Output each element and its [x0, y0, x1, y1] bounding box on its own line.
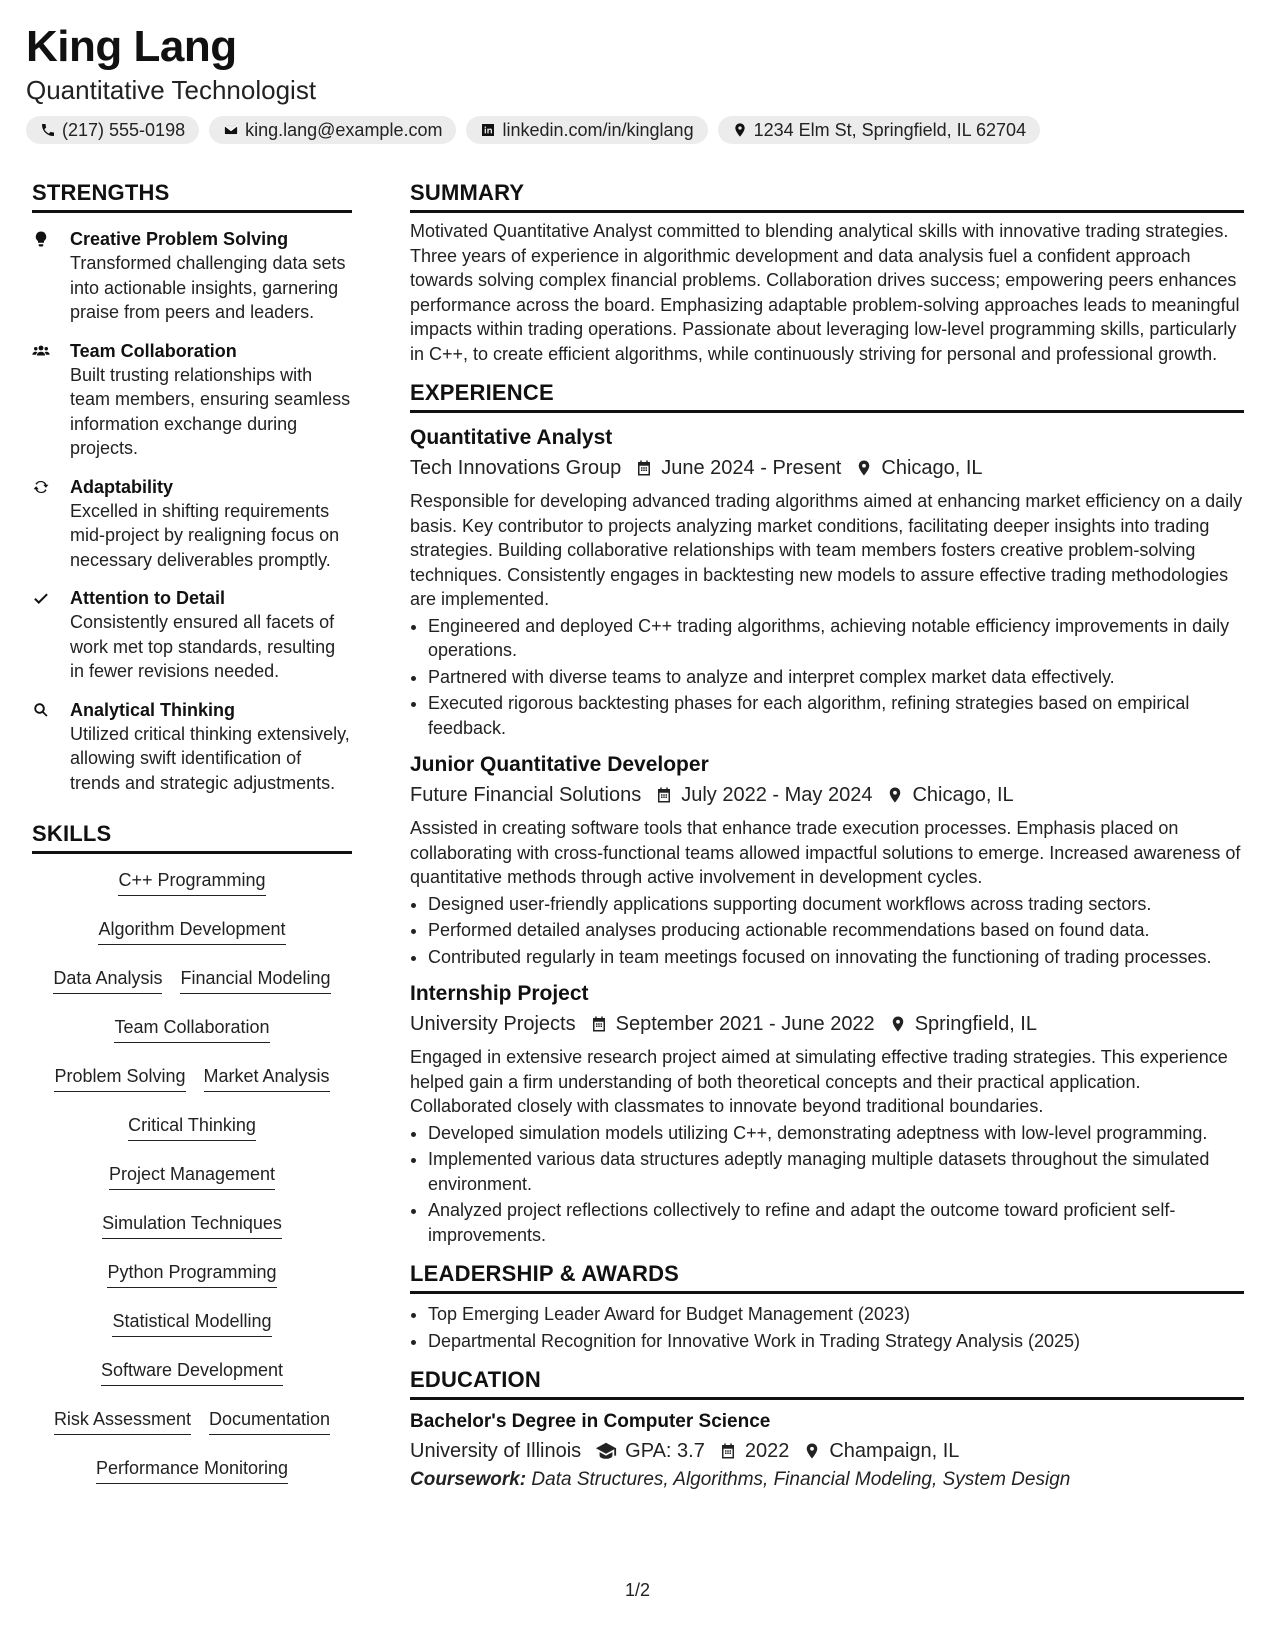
- job-entry: [410, 979, 1244, 1247]
- job-bullets: [410, 892, 1244, 970]
- refresh-icon: [32, 478, 50, 496]
- gpa: GPA: 3.7: [625, 1440, 705, 1462]
- contact-bar: [26, 116, 1246, 144]
- strength-title: Creative Problem Solving: [70, 229, 289, 249]
- job-dates: June 2024 - Present: [661, 457, 842, 479]
- leadership-heading: LEADERSHIP & AWARDS: [410, 1261, 1244, 1294]
- bullet-item: • Analyzed project reflections collectively to refine and adapt the outcome toward proficient self-improvements.: [428, 1198, 1244, 1247]
- strength-desc: Transformed challenging data sets into actionable insights, garnering praise from peers and leaders.: [70, 253, 346, 322]
- company-name: Tech Innovations Group: [410, 457, 622, 479]
- strength-title: Attention to Detail: [70, 588, 225, 608]
- job-title: Quantitative Analyst: [410, 426, 613, 449]
- experience-heading: EXPERIENCE: [410, 380, 1244, 413]
- email-contact[interactable]: [209, 116, 456, 144]
- phone-contact[interactable]: [26, 116, 199, 144]
- skill-tag: C++ Programming: [118, 862, 265, 896]
- strengths-heading: STRENGTHS: [32, 180, 352, 213]
- strength-item: [32, 698, 352, 796]
- search-icon: [32, 701, 50, 719]
- candidate-name: King Lang: [26, 22, 237, 71]
- education-meta: [410, 1436, 1244, 1466]
- skill-tag: Financial Modeling: [180, 960, 330, 994]
- address-text: 1234 Elm St, Springfield, IL 62704: [753, 119, 1027, 140]
- skill-tag: Documentation: [209, 1401, 330, 1435]
- awards-list: [410, 1302, 1244, 1353]
- education-heading: EDUCATION: [410, 1367, 1244, 1400]
- skill-tag: Project Management: [109, 1156, 275, 1190]
- envelope-icon: [223, 122, 239, 138]
- calendar-icon: [719, 1442, 737, 1460]
- summary-heading: SUMMARY: [410, 180, 1244, 213]
- location-pin-icon: [855, 459, 873, 477]
- graduation-cap-icon: [595, 1440, 617, 1462]
- address-contact: [718, 116, 1041, 144]
- linkedin-icon: [480, 122, 496, 138]
- left-column: [32, 180, 352, 1499]
- strength-item: [32, 339, 352, 461]
- skill-tag: Data Analysis: [53, 960, 162, 994]
- job-meta: [410, 1009, 1244, 1039]
- job-dates: September 2021 - June 2022: [615, 1013, 875, 1035]
- summary-text: Motivated Quantitative Analyst committed to blending analytical skills with innovative trading strategies. Three years of experience in algorithmic development and data analysis fuel a confident approach towards solving complex financial problems. Collaboration drives success; empowering peers enhances performance across the board. Emphasizing adaptable problem-solving approaches leads to meaningful impacts within trading operations. Passionate about leveraging low-level programming skills, particularly in C++, to create efficient algorithms, while continuously striving for personal and professional growth.: [410, 221, 1240, 364]
- job-entry: [410, 423, 1244, 740]
- job-bullets: [410, 614, 1244, 741]
- job-description: Engaged in extensive research project aimed at simulating effective trading strategies. This experience helped gain a firm understanding of both theoretical concepts and their practical application. Collaborated closely with classmates to innovate beyond traditional boundaries.: [410, 1047, 1228, 1116]
- strength-item: [32, 586, 352, 684]
- skills-list: [32, 862, 352, 1499]
- strength-title: Adaptability: [70, 476, 174, 497]
- bullet-item: • Engineered and deployed C++ trading algorithms, achieving notable efficiency improvements in daily operations.: [428, 614, 1244, 663]
- check-icon: [32, 589, 50, 607]
- resume-header: [26, 22, 1246, 144]
- page-number: 1/2: [624, 1580, 651, 1600]
- phone-icon: [40, 122, 56, 138]
- skill-tag: Statistical Modelling: [112, 1303, 271, 1337]
- skill-tag: Performance Monitoring: [96, 1450, 288, 1484]
- skill-tag: Team Collaboration: [114, 1009, 269, 1043]
- job-location: Chicago, IL: [912, 784, 1014, 806]
- email-text: king.lang@example.com: [245, 119, 443, 140]
- strength-desc: Built trusting relationships with team members, ensuring seamless information exchange during projects.: [70, 364, 351, 458]
- strength-item: [32, 227, 352, 325]
- bullet-item: • Performed detailed analyses producing actionable recommendations based on found data.: [428, 918, 1244, 943]
- skill-tag: Market Analysis: [204, 1058, 330, 1092]
- skill-tag: Algorithm Development: [98, 911, 285, 945]
- strength-desc: Utilized critical thinking extensively, allowing swift identification of trends and strategic adjustments.: [70, 723, 350, 793]
- company-name: Future Financial Solutions: [410, 784, 642, 806]
- strength-desc: Consistently ensured all facets of work met top standards, resulting in fewer revisions needed.: [70, 612, 336, 681]
- job-entry: [410, 750, 1244, 969]
- job-bullets: [410, 1121, 1244, 1248]
- job-title: Internship Project: [410, 982, 589, 1005]
- location-pin-icon: [803, 1442, 821, 1460]
- coursework-list: Data Structures, Algorithms, Financial Modeling, System Design: [531, 1469, 1071, 1490]
- bullet-item: • Partnered with diverse teams to analyze and interpret complex market data effectively.: [428, 665, 1244, 690]
- bullet-item: • Designed user-friendly applications supporting document workflows across trading sectors.: [428, 892, 1244, 917]
- location-pin-icon: [732, 122, 748, 138]
- strength-desc: Excelled in shifting requirements mid-project by realigning focus on necessary deliverables promptly.: [70, 500, 340, 570]
- right-column: [410, 180, 1244, 1494]
- location-pin-icon: [889, 1015, 907, 1033]
- skill-tag: Python Programming: [107, 1254, 276, 1288]
- strength-title: Team Collaboration: [70, 340, 237, 361]
- location-pin-icon: [886, 786, 904, 804]
- lightbulb-icon: [32, 230, 50, 248]
- job-title: Junior Quantitative Developer: [410, 753, 709, 776]
- degree-title: Bachelor's Degree in Computer Science: [410, 1411, 771, 1432]
- skill-tag: Risk Assessment: [54, 1401, 191, 1435]
- calendar-icon: [590, 1015, 608, 1033]
- job-location: Chicago, IL: [881, 457, 983, 479]
- linkedin-text: linkedin.com/in/kinglang: [502, 119, 694, 140]
- job-meta: [410, 780, 1244, 810]
- job-description: Responsible for developing advanced trading algorithms aimed at enhancing market efficiency on a daily basis. Key contributor to projects analyzing market conditions, facilitating deeper insights into trading strategies. Building collaborative relationships with team members fosters creative problem-solving techniques. Consistently engages in backtesting new models to assure effective trading methodologies are implemented.: [410, 491, 1243, 609]
- company-name: University Projects: [410, 1013, 576, 1035]
- bullet-item: • Developed simulation models utilizing C++, demonstrating adeptness with low-level programming.: [428, 1121, 1244, 1146]
- skill-tag: Critical Thinking: [128, 1107, 256, 1141]
- skill-tag: Simulation Techniques: [102, 1205, 282, 1239]
- calendar-icon: [635, 459, 653, 477]
- strength-item: [32, 475, 352, 573]
- skill-tag: Problem Solving: [54, 1058, 185, 1092]
- award-item: • Departmental Recognition for Innovative Work in Trading Strategy Analysis (2025): [428, 1329, 1244, 1354]
- coursework: [410, 1466, 1244, 1494]
- candidate-title: Quantitative Technologist: [26, 75, 317, 105]
- calendar-icon: [655, 786, 673, 804]
- job-description: Assisted in creating software tools that enhance trade execution processes. Emphasis placed on collaborating with cross-functional teams allowed impactful solutions to emerge. Increased awareness of quantitative methods through active involvement in development cycles.: [410, 818, 1241, 887]
- graduation-year: 2022: [744, 1440, 790, 1462]
- strength-title: Analytical Thinking: [70, 699, 236, 720]
- bullet-item: • Contributed regularly in team meetings focused on innovating the functioning of trading processes.: [428, 945, 1244, 970]
- job-location: Springfield, IL: [914, 1013, 1037, 1035]
- phone-text: (217) 555-0198: [62, 119, 186, 140]
- coursework-label: Coursework:: [410, 1469, 527, 1490]
- job-meta: [410, 453, 1244, 483]
- skills-heading: SKILLS: [32, 821, 352, 854]
- award-item: • Top Emerging Leader Award for Budget Management (2023): [428, 1302, 1244, 1327]
- school-name: University of Illinois: [410, 1440, 582, 1462]
- bullet-item: • Executed rigorous backtesting phases for each algorithm, refining strategies based on empirical feedback.: [428, 691, 1244, 740]
- users-icon: [32, 342, 50, 360]
- job-dates: July 2022 - May 2024: [681, 784, 873, 806]
- school-location: Champaign, IL: [829, 1440, 960, 1462]
- linkedin-contact[interactable]: [466, 116, 707, 144]
- skill-tag: Software Development: [101, 1352, 283, 1386]
- bullet-item: • Implemented various data structures adeptly managing multiple datasets throughout the simulated environment.: [428, 1147, 1244, 1196]
